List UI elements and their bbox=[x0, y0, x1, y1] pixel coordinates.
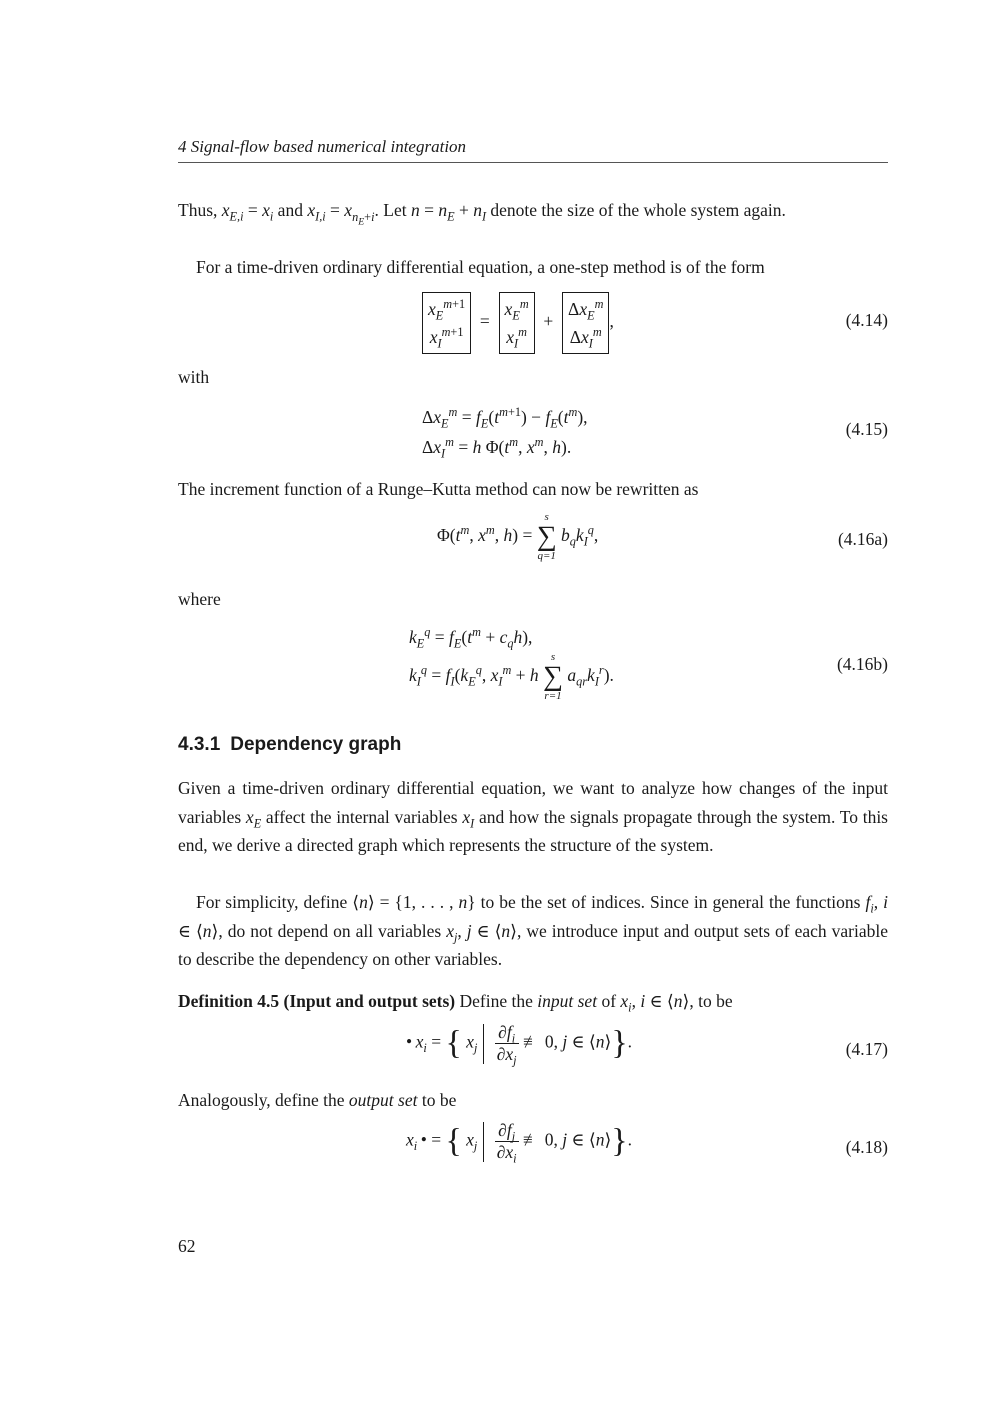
paragraph-6: Given a time-driven ordinary differential equation, we want to analyze how changes of the input variables $x_E$ affect the internal variables $x_I$ and how the signals propagate through the system. To this end, we derive a directed graph which represents the structure of the system. bbox=[178, 778, 888, 855]
equation-4-15-body: $\Delta x_E^m = f_E(t^{m+1}) - f_E(t^m)$, $\Delta x_I^m = h$ $\Phi(t^m$, $x^m$, h). bbox=[422, 405, 588, 461]
equation-number: (4.18) bbox=[845, 1137, 888, 1157]
equation-number: (4.16b) bbox=[836, 654, 888, 674]
page-number: 62 bbox=[178, 1236, 196, 1256]
equation-4-16a-body: $\Phi(t^m$, $x^m$, h) = s ∑ q=1 $b_qk_I^q$, bbox=[437, 511, 599, 562]
equation-4-14 bbox=[178, 292, 888, 354]
running-header: 4 Signal-flow based numerical integration bbox=[178, 137, 467, 156]
equation-4-17-body: • $x_i$ = { $x_j$ $\frac{\partial f_i}{\partial x_j}$ ≢ 0, j ∈ ⟨n⟩}. bbox=[406, 1022, 633, 1068]
section-heading bbox=[178, 734, 411, 756]
equation-number: (4.14) bbox=[845, 310, 888, 330]
equation-4-17 bbox=[178, 1022, 888, 1082]
paragraph-7: For simplicity, define ⟨n⟩ = {1, . . . , n} to be the set of indices. Since in general the functions $f_i$, i ∈ ⟨n⟩, do not depend on all variables $x_j$, j ∈ ⟨n⟩, we introduce input and output sets of each variable to describe the dependency on other variables. bbox=[178, 892, 888, 969]
equation-number: (4.15) bbox=[845, 419, 888, 439]
paragraph-5: where bbox=[178, 589, 221, 609]
paragraph-2: For a time-driven ordinary differential equation, a one-step method is of the form bbox=[196, 257, 765, 277]
equation-number: (4.17) bbox=[845, 1039, 888, 1059]
section-title: Dependency graph bbox=[230, 734, 402, 755]
output-set-term: output set bbox=[348, 1090, 418, 1110]
equation-number: (4.16a) bbox=[837, 529, 888, 549]
definition-label: Definition 4.5 (Input and output sets) bbox=[178, 991, 456, 1011]
equation-4-15 bbox=[178, 402, 888, 462]
paragraph-9: Analogously, define the output set to be bbox=[178, 1090, 457, 1110]
equation-4-16a bbox=[178, 512, 888, 574]
section-number: 4.3.1 bbox=[178, 734, 221, 755]
equation-4-18-body: $x_i$ • = { $x_j$ $\frac{\partial f_j}{\partial x_i}$ ≢ 0, j ∈ ⟨n⟩}. bbox=[406, 1120, 632, 1166]
input-set-term: input set bbox=[537, 991, 598, 1011]
paragraph-1: Thus, $x_{E,i} = x_i$ and $x_{I,i} = x_{n_E+i}$. Let $n = n_E + n_I$ denote the size of the whole system again. bbox=[178, 200, 786, 227]
paragraph-4: The increment function of a Runge–Kutta method can now be rewritten as bbox=[178, 479, 699, 499]
equation-4-18 bbox=[178, 1120, 888, 1180]
paragraph-3: with bbox=[178, 367, 210, 387]
equation-4-16b bbox=[178, 622, 888, 714]
equation-4-16b-body: $k_E^q = f_E(t^m + c_qh)$, $k_I^q = f_I(k_E^q$, $x_I^m + h$ s ∑ r=1 $a_{qr}k_I^r$). bbox=[409, 625, 614, 702]
header-rule bbox=[178, 162, 888, 163]
equation-4-14-body: $x_E^{m+1}$ $x_I^{m+1}$ = $x_E^m$ $x_I^m$ + $\Delta x_E^m$ $\Delta x_I^m$ , bbox=[422, 292, 614, 354]
definition-4-5: Definition 4.5 (Input and output sets) Define the input set of $x_i$, i ∈ ⟨n⟩, to be bbox=[178, 991, 733, 1015]
